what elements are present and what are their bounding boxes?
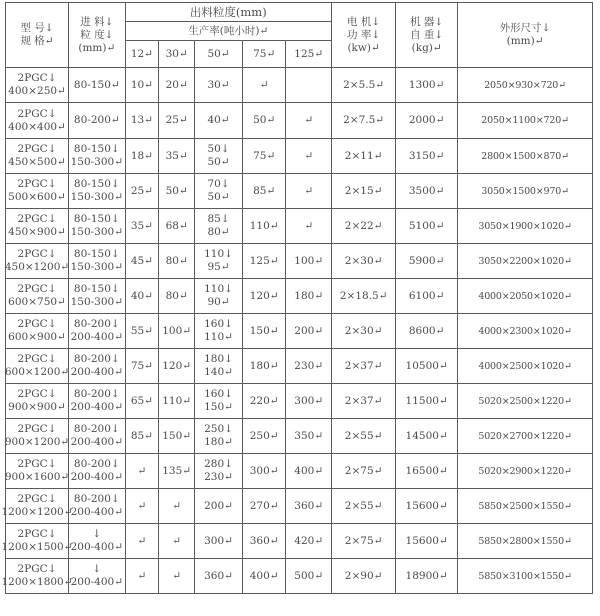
power-cell: 2×30↵ <box>332 314 396 349</box>
capacity-50-cell: 40↵ <box>195 103 243 139</box>
capacity-50-cell <box>195 244 243 279</box>
power-header-line-2: 功 率↓ <box>347 28 381 41</box>
model-cell-line-1: 2PGC↓ <box>17 107 57 120</box>
model-cell <box>6 314 69 349</box>
feed-cell-line-2: 200-400↵ <box>70 401 124 413</box>
table-row <box>6 559 593 594</box>
power-cell: 2×37↵ <box>332 349 396 384</box>
weight-cell: 16500↵ <box>396 454 458 489</box>
capacity-50-cell-line-2: 180↵ <box>204 436 233 448</box>
capacity-50-cell-line-1: 250↓ <box>204 423 233 435</box>
capacity-50-cell-line-2: 80↵ <box>207 226 230 238</box>
capacity-75-cell: ↵ <box>242 68 285 103</box>
capacity-50-cell-line-1: 160↓ <box>204 318 233 330</box>
model-cell-line-1: 2PGC↓ <box>17 528 57 540</box>
table-row <box>6 279 593 314</box>
model-header <box>6 3 69 68</box>
weight-cell: 14500↵ <box>396 419 458 454</box>
capacity-50-cell-line-1: 160↓ <box>204 388 233 400</box>
dims-cell: 3050×2200×1020↵ <box>458 244 593 279</box>
spec-table <box>1 2 593 594</box>
weight-header <box>396 3 458 68</box>
model-cell-line-1: 2PGC↓ <box>17 388 57 400</box>
capacity-125-cell: 200↵ <box>286 314 332 349</box>
capacity-50-cell <box>195 139 243 174</box>
power-cell: 2×15↵ <box>332 174 396 209</box>
feed-cell-line-2: 150-300↵ <box>70 261 124 273</box>
table-row <box>6 314 593 349</box>
table-row <box>6 454 593 489</box>
weight-cell: 3500↵ <box>396 174 458 209</box>
capacity-30-cell: 68↵ <box>159 209 195 244</box>
feed-cell-line-1: 80-200↓ <box>73 353 120 365</box>
weight-cell: 18900↵ <box>396 559 458 594</box>
capacity-125-cell: 360↵ <box>286 489 332 524</box>
weight-cell: 5900↵ <box>396 244 458 279</box>
weight-cell: 6100↵ <box>396 279 458 314</box>
dims-cell: 5850×2800×1550↵ <box>458 524 593 559</box>
weight-cell: 10500↵ <box>396 349 458 384</box>
model-cell-line-2: 900×1600↵ <box>4 471 70 483</box>
feed-cell <box>69 419 126 454</box>
capacity-125-cell: ↵ <box>286 103 332 139</box>
capacity-12-cell: 35↵ <box>125 209 159 244</box>
capacity-75-cell: 50↵ <box>242 103 285 139</box>
power-cell: 2×55↵ <box>332 489 396 524</box>
feed-cell-line-1: 80-150↓ <box>73 143 120 155</box>
model-cell <box>6 384 69 419</box>
capacity-30-cell: 25↵ <box>159 103 195 139</box>
feed-cell-line-1: 80-200↓ <box>73 318 120 330</box>
table-row <box>6 174 593 209</box>
model-cell-line-1: 2PGC↓ <box>17 353 57 365</box>
capacity-12-cell: 40↵ <box>125 279 159 314</box>
weight-cell: 15600↵ <box>396 524 458 559</box>
capacity-30-cell: 110↵ <box>159 384 195 419</box>
model-cell <box>1 489 73 524</box>
feed-cell-line-1: ↓ <box>92 563 102 575</box>
capacity-12-cell: 45↵ <box>125 244 159 279</box>
table-row <box>6 384 593 419</box>
spec-table-body <box>1 68 593 594</box>
feed-cell-line-2: 200-400↵ <box>70 541 124 553</box>
capacity-50-cell-line-1: 50↓ <box>207 143 230 155</box>
dims-cell: 4000×2300×1020↵ <box>458 314 593 349</box>
feed-cell-line-1: 80-200↓ <box>73 388 120 400</box>
feed-cell <box>69 454 126 489</box>
table-row <box>6 103 593 139</box>
power-header <box>332 3 396 68</box>
feed-cell <box>69 384 126 419</box>
capacity-header: 生产率(吨小时)↵ <box>125 22 331 41</box>
feed-cell <box>69 314 126 349</box>
power-cell: 2×5.5↵ <box>332 68 396 103</box>
capacity-50-cell <box>195 419 243 454</box>
feed-cell-line-2: 150-300↵ <box>70 296 124 308</box>
feed-cell-line-2: 150-300↵ <box>70 191 124 203</box>
feed-cell-line-1: 80-150↓ <box>73 213 120 225</box>
model-cell <box>6 174 69 209</box>
feed-cell-line-2: 200-400↵ <box>70 436 124 448</box>
table-row <box>6 524 593 559</box>
dims-cell: 2800×1500×870↵ <box>458 139 593 174</box>
dims-cell: 4000×2500×1020↵ <box>458 349 593 384</box>
capacity-50-cell-line-2: 150↵ <box>204 401 233 413</box>
dims-cell: 2050×930×720↵ <box>458 68 593 103</box>
capacity-75-cell: 400↵ <box>242 559 285 594</box>
model-cell <box>1 524 73 559</box>
capacity-75-cell: 270↵ <box>242 489 285 524</box>
capacity-50-cell: 300↵ <box>195 524 243 559</box>
power-cell: 2×75↵ <box>332 454 396 489</box>
model-cell-line-1: 2PGC↓ <box>17 318 57 330</box>
capacity-50-cell: 200↵ <box>195 489 243 524</box>
capacity-50-cell: 30↵ <box>195 68 243 103</box>
feed-cell-line-2: 200-400↵ <box>70 506 124 518</box>
table-row <box>6 419 593 454</box>
table-row <box>6 139 593 174</box>
capacity-30-cell: 120↵ <box>159 349 195 384</box>
capacity-30-cell: 150↵ <box>159 419 195 454</box>
capacity-12-cell: ↵ <box>125 489 159 524</box>
table-row <box>6 209 593 244</box>
capacity-50-cell-line-2: 110↵ <box>204 331 233 343</box>
capacity-125-cell: ↵ <box>286 174 332 209</box>
capacity-125-cell: 100↵ <box>286 244 332 279</box>
capacity-50-cell-line-2: 140↵ <box>204 366 233 378</box>
dims-header <box>458 3 593 68</box>
size-header-75: 75↵ <box>242 41 285 68</box>
weight-cell: 2000↵ <box>396 103 458 139</box>
spec-table-wrapper <box>1 2 593 594</box>
weight-cell: 11500↵ <box>396 384 458 419</box>
weight-header-line-2: 自 重↓ <box>410 28 444 41</box>
feed-cell-line-1: 80-150↓ <box>73 283 120 295</box>
capacity-75-cell: 85↵ <box>242 174 285 209</box>
model-cell <box>6 419 69 454</box>
model-cell-line-2: 1200×1500↵ <box>1 541 73 553</box>
power-header-line-1: 电 机↓ <box>347 15 381 28</box>
dims-cell: 5850×3100×1550↵ <box>458 559 593 594</box>
model-cell-line-1: 2PGC↓ <box>17 563 57 575</box>
model-cell-line-2: 600×750↵ <box>8 296 66 308</box>
capacity-50-cell: 360↵ <box>195 559 243 594</box>
capacity-12-cell: ↵ <box>125 559 159 594</box>
model-cell-line-2: 400×400↵ <box>8 120 66 133</box>
feed-cell-line-1: 80-150↓ <box>73 178 120 190</box>
power-cell: 2×7.5↵ <box>332 103 396 139</box>
capacity-75-cell: 150↵ <box>242 314 285 349</box>
feed-cell-line-1: 80-200↓ <box>73 458 120 470</box>
feed-cell-line-2: 200-400↵ <box>70 331 124 343</box>
capacity-75-cell: 300↵ <box>242 454 285 489</box>
model-cell <box>6 244 69 279</box>
capacity-30-cell: 80↵ <box>159 279 195 314</box>
model-header-line-2: 规 格↵ <box>20 35 54 47</box>
dims-cell: 2050×1100×720↵ <box>458 103 593 139</box>
weight-cell: 8600↵ <box>396 314 458 349</box>
capacity-125-cell: 420↵ <box>286 524 332 559</box>
model-cell-line-2: 1200×1800↵ <box>1 576 73 588</box>
feed-cell <box>69 524 126 559</box>
weight-header-line-1: 机 器↓ <box>410 15 444 28</box>
capacity-12-cell: 25↵ <box>125 174 159 209</box>
power-header-line-3: (kw)↵ <box>347 41 380 54</box>
feed-cell-line-2: 150-300↵ <box>70 226 124 238</box>
capacity-50-cell <box>195 279 243 314</box>
model-cell-line-1: 2PGC↓ <box>17 213 57 225</box>
capacity-30-cell: 35↵ <box>159 139 195 174</box>
dims-header-line-2: (mm)↵ <box>506 35 544 47</box>
dims-cell: 5020×2900×1220↵ <box>458 454 593 489</box>
model-cell-line-1: 2PGC↓ <box>17 178 57 190</box>
power-cell: 2×55↵ <box>332 419 396 454</box>
capacity-50-cell-line-1: 85↓ <box>207 213 230 225</box>
capacity-50-cell <box>195 209 243 244</box>
power-cell: 2×30↵ <box>332 244 396 279</box>
capacity-30-cell: 20↵ <box>159 68 195 103</box>
capacity-50-cell-line-1: 280↓ <box>204 458 233 470</box>
weight-cell: 1300↵ <box>396 68 458 103</box>
capacity-50-cell-line-2: 230↵ <box>204 471 233 483</box>
capacity-50-cell-line-1: 110↓ <box>204 283 233 295</box>
capacity-12-cell: 10↵ <box>125 68 159 103</box>
capacity-30-cell: ↵ <box>159 559 195 594</box>
capacity-30-cell: 135↵ <box>159 454 195 489</box>
capacity-12-cell: 75↵ <box>125 349 159 384</box>
model-cell-line-2: 900×900↵ <box>8 401 66 413</box>
capacity-30-cell: ↵ <box>159 524 195 559</box>
capacity-125-cell: ↵ <box>286 209 332 244</box>
weight-cell: 5100↵ <box>396 209 458 244</box>
size-header-12: 12↵ <box>125 41 159 68</box>
capacity-75-cell: 110↵ <box>242 209 285 244</box>
table-row <box>6 244 593 279</box>
capacity-125-cell: 500↵ <box>286 559 332 594</box>
capacity-50-cell-line-2: 95↵ <box>207 261 230 273</box>
capacity-50-cell-line-1: 70↓ <box>207 178 230 190</box>
capacity-12-cell: ↵ <box>125 454 159 489</box>
size-header-30: 30↵ <box>159 41 195 68</box>
dims-cell: 5850×2500×1550↵ <box>458 489 593 524</box>
feed-header-line-3: (mm)↵ <box>78 41 116 54</box>
feed-cell-line-1: ↓ <box>92 528 102 540</box>
capacity-12-cell: 85↵ <box>125 419 159 454</box>
dims-header-line-1: 外形尺寸↓ <box>499 22 551 34</box>
capacity-30-cell: 100↵ <box>159 314 195 349</box>
power-cell: 2×90↵ <box>332 559 396 594</box>
model-cell <box>6 279 69 314</box>
table-row <box>6 349 593 384</box>
weight-cell: 3150↵ <box>396 139 458 174</box>
model-cell <box>6 139 69 174</box>
dims-cell: 5020×2500×1220↵ <box>458 384 593 419</box>
model-cell-line-1: 2PGC↓ <box>17 248 57 260</box>
feed-cell <box>69 244 126 279</box>
capacity-75-cell: 75↵ <box>242 139 285 174</box>
model-cell-line-1: 2PGC↓ <box>17 72 57 84</box>
capacity-12-cell: 65↵ <box>125 384 159 419</box>
capacity-125-cell <box>286 68 332 103</box>
capacity-50-cell-line-1: 180↓ <box>204 353 233 365</box>
size-header-50: 50↵ <box>195 41 243 68</box>
power-cell: 2×37↵ <box>332 384 396 419</box>
feed-cell-line-1: 80-200↓ <box>73 493 120 505</box>
feed-cell: 80-150↵ <box>69 68 126 103</box>
capacity-12-cell: 55↵ <box>125 314 159 349</box>
capacity-50-cell <box>195 174 243 209</box>
feed-cell: 80-200↵ <box>69 103 126 139</box>
model-cell <box>6 103 69 139</box>
dims-cell: 3050×1500×970↵ <box>458 174 593 209</box>
capacity-12-cell: 13↵ <box>125 103 159 139</box>
table-row <box>6 68 593 103</box>
feed-cell-line-2: 200-400↵ <box>70 366 124 378</box>
feed-cell <box>69 174 126 209</box>
feed-cell-line-2: 200-400↵ <box>70 471 124 483</box>
model-cell-line-2: 600×900↵ <box>8 331 66 343</box>
model-cell <box>6 68 69 103</box>
model-cell-line-2: 450×500↵ <box>8 156 66 168</box>
model-cell-line-2: 450×900↵ <box>8 226 66 238</box>
size-header-125: 125↵ <box>286 41 332 68</box>
header-row-top <box>6 3 593 22</box>
power-cell: 2×11↵ <box>332 139 396 174</box>
dims-cell: 4000×2050×1020↵ <box>458 279 593 314</box>
capacity-75-cell: 220↵ <box>242 384 285 419</box>
weight-cell: 15600↵ <box>396 489 458 524</box>
table-row <box>6 489 593 524</box>
model-cell <box>6 209 69 244</box>
feed-cell-line-2: 200-400↵ <box>70 576 124 588</box>
capacity-50-cell-line-2: 50↵ <box>207 156 230 168</box>
capacity-125-cell: ↵ <box>286 139 332 174</box>
model-cell-line-1: 2PGC↓ <box>17 493 57 505</box>
capacity-125-cell: 400↵ <box>286 454 332 489</box>
capacity-12-cell: ↵ <box>125 524 159 559</box>
capacity-75-cell: 250↵ <box>242 419 285 454</box>
capacity-125-cell: 300↵ <box>286 384 332 419</box>
output-size-header: 出料粒度(mm) <box>125 3 331 22</box>
feed-cell-line-1: 80-150↓ <box>73 248 120 260</box>
capacity-125-cell: 350↵ <box>286 419 332 454</box>
capacity-50-cell-line-1: 110↓ <box>204 248 233 260</box>
capacity-30-cell: ↵ <box>159 489 195 524</box>
model-cell-line-2: 600×1200↵ <box>4 366 70 378</box>
power-cell: 2×22↵ <box>332 209 396 244</box>
capacity-75-cell: 125↵ <box>242 244 285 279</box>
capacity-12-cell: 18↵ <box>125 139 159 174</box>
model-cell-line-2: 400×250↵ <box>8 85 66 97</box>
model-cell-line-2: 500×600↵ <box>8 191 66 203</box>
feed-header-line-2: 粒 度↓ <box>80 28 114 41</box>
capacity-50-cell-line-2: 50↵ <box>207 191 230 203</box>
feed-cell <box>69 139 126 174</box>
model-cell <box>6 454 69 489</box>
capacity-125-cell: 180↵ <box>286 279 332 314</box>
dims-cell: 3050×1900×1020↵ <box>458 209 593 244</box>
capacity-75-cell: 180↵ <box>242 349 285 384</box>
model-cell-line-1: 2PGC↓ <box>17 423 57 435</box>
feed-cell-line-1: 80-200↓ <box>73 423 120 435</box>
feed-cell <box>69 489 126 524</box>
capacity-50-cell <box>195 314 243 349</box>
power-cell: 2×75↵ <box>332 524 396 559</box>
feed-cell <box>69 349 126 384</box>
model-cell-line-1: 2PGC↓ <box>17 458 57 470</box>
feed-cell <box>69 279 126 314</box>
model-cell-line-2: 1200×1200↵ <box>1 506 73 518</box>
capacity-50-cell <box>195 454 243 489</box>
capacity-75-cell: 120↵ <box>242 279 285 314</box>
capacity-75-cell: 360↵ <box>242 524 285 559</box>
capacity-125-cell: 230↵ <box>286 349 332 384</box>
feed-cell-line-2: 150-300↵ <box>70 156 124 168</box>
feed-header-line-1: 进 料↓ <box>80 15 114 28</box>
power-cell: 2×18.5↵ <box>332 279 396 314</box>
model-header-line-1: 型 号↓ <box>20 22 54 34</box>
capacity-50-cell <box>195 349 243 384</box>
capacity-30-cell: 50↵ <box>159 174 195 209</box>
feed-header <box>69 3 126 68</box>
model-cell-line-2: 450×1200↵ <box>4 261 70 273</box>
capacity-30-cell: 80↵ <box>159 244 195 279</box>
feed-cell <box>69 209 126 244</box>
weight-header-line-3: (kg)↵ <box>411 41 442 54</box>
capacity-50-cell-line-2: 90↵ <box>207 296 230 308</box>
model-cell-line-1: 2PGC↓ <box>17 283 57 295</box>
model-cell <box>6 349 69 384</box>
model-cell-line-1: 2PGC↓ <box>17 143 57 155</box>
dims-cell: 5020×2700×1220↵ <box>458 419 593 454</box>
model-cell-line-2: 900×1200↵ <box>4 436 70 448</box>
capacity-50-cell <box>195 384 243 419</box>
feed-cell <box>69 559 126 594</box>
model-cell <box>1 559 73 594</box>
